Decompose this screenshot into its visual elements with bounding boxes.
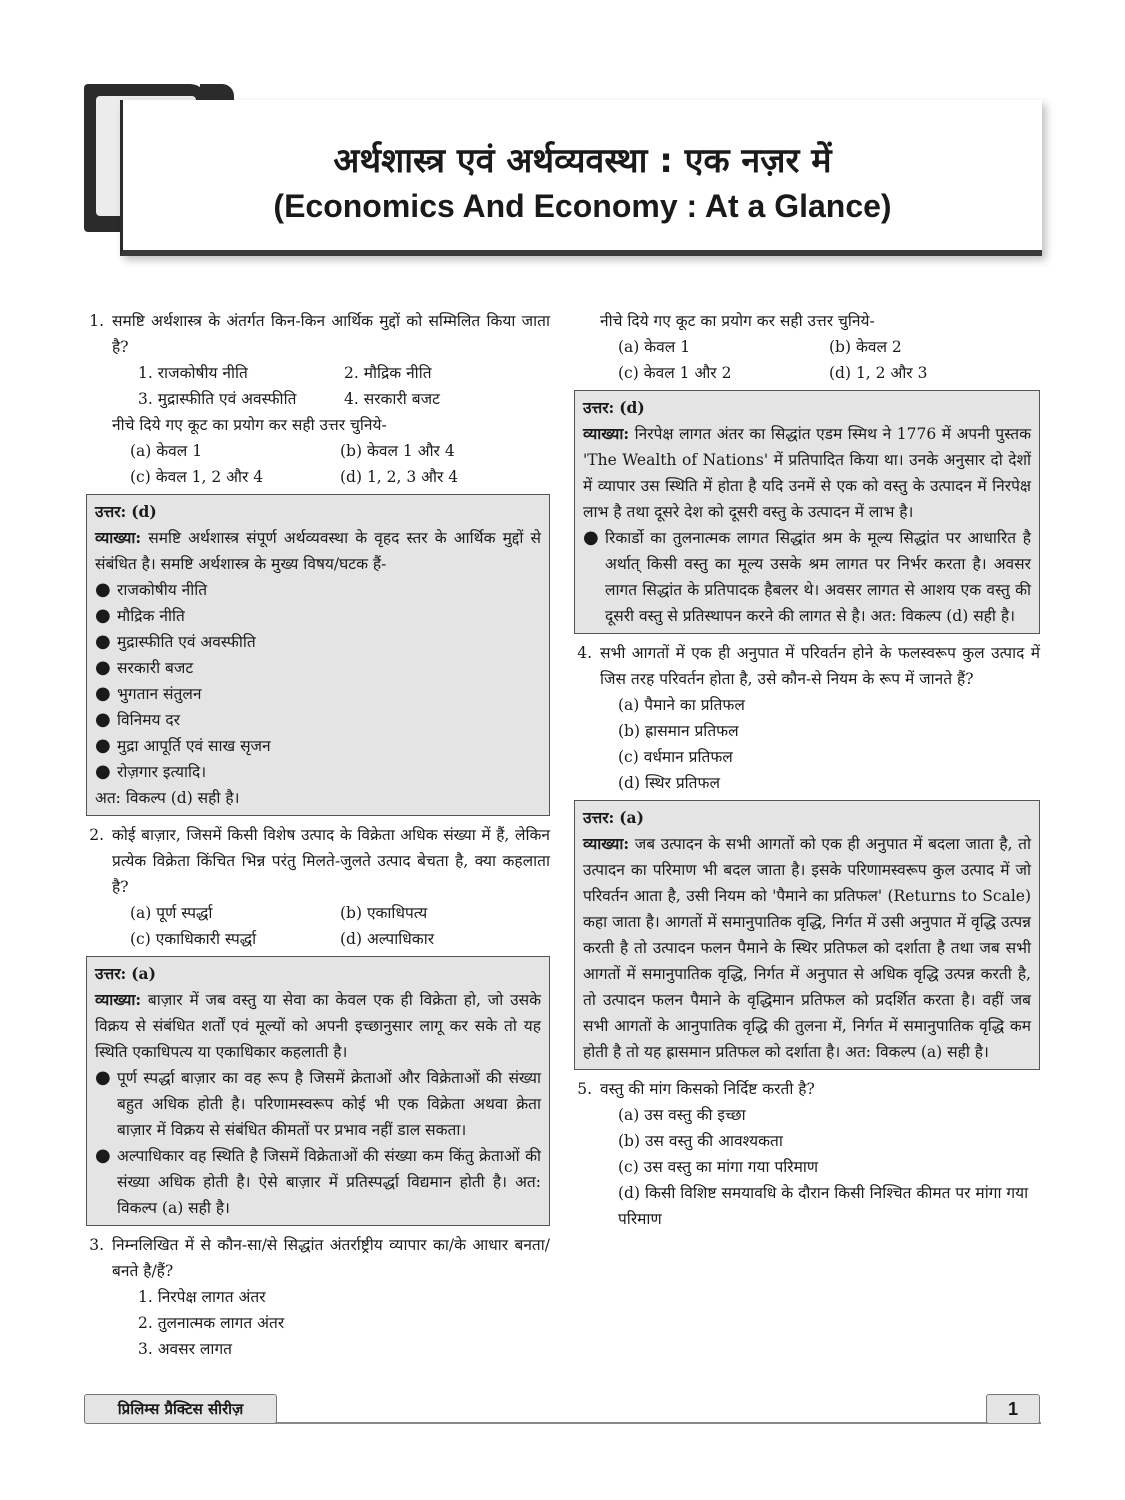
bullet-icon: ●: [95, 1145, 111, 1166]
answer-label: उत्तर:: [583, 808, 615, 827]
answer-box: [86, 956, 550, 1226]
question-number: 1.: [89, 312, 104, 330]
bullet-icon: ●: [95, 683, 111, 704]
option: (b) एकाधिपत्य: [340, 904, 428, 922]
option: (b) केवल 2: [829, 338, 902, 356]
option-list: [574, 1102, 1040, 1232]
option-list: [574, 692, 1040, 796]
chapter-title-english: (Economics And Economy : At a Glance): [273, 188, 892, 224]
statement: 2. तुलनात्मक लागत अंतर: [138, 1314, 285, 1332]
left-column: [86, 308, 550, 1362]
bullet-icon: ●: [95, 735, 111, 756]
option: (b) ह्रासमान प्रतिफल: [618, 722, 739, 740]
bullet-item: ● मुद्रास्फीति एवं अवस्फीति: [95, 629, 541, 655]
option: (a) केवल 1: [130, 442, 203, 460]
conclusion-text: अत: विकल्प (d) सही है।: [95, 789, 240, 807]
option: (d) किसी विशिष्ट समयावधि के दौरान किसी निश्चित कीमत पर मांगा गया परिमाण: [618, 1184, 1029, 1228]
option: (b) केवल 1 और 4: [340, 442, 455, 460]
option: (c) वर्धमान प्रतिफल: [618, 748, 733, 766]
explanation-text: जब उत्पादन के सभी आगतों को एक ही अनुपात में बदला जाता है, तो उत्पादन का परिमाण भी बदल जाता है। इसके परिणामस्वरूप कुल उत्पाद में जो परिवर्तन आता है, उसी नियम को 'पैमाने का प्रतिफल' (Returns to Scale) कहा जाता है। आगतों में समानुपातिक वृद्धि, निर्गत में उसी अनुपात में वृद्धि उत्पन्न करती है तो उत्पादन फलन पैमाने के स्थिर प्रतिफल को दर्शाता है तथा जब सभी आगतों में समानुपातिक वृद्धि, निर्गत में अनुपात से अधिक वृद्धि उत्पन्न करती है, तो उत्पादन फलन पैमाने के वृद्धिमान प्रतिफल को प्रदर्शित करता है। वहीं जब सभी आगतों के आनुपातिक वृद्धि की तुलना में, निर्गत में समानुपातिक वृद्धि कम होती है तो यह ह्रासमान प्रतिफल को दर्शाता है। अत: विकल्प (a) सही है।: [583, 835, 1031, 1061]
bullet-item: ● राजकोषीय नीति: [95, 577, 541, 603]
explanation-text: समष्टि अर्थशास्त्र संपूर्ण अर्थव्यवस्था के वृहद स्तर के आर्थिक मुद्दों से संबंधित है। समष्टि अर्थशास्त्र के मुख्य विषय/घटक हैं-: [95, 529, 541, 573]
chapter-title-box: [120, 100, 1042, 256]
bullet-icon: ●: [95, 709, 111, 730]
option: (a) उस वस्तु की इच्छा: [618, 1106, 746, 1124]
option: (a) पैमाने का प्रतिफल: [618, 696, 745, 714]
explanation-label: व्याख्या:: [583, 424, 630, 443]
answer-value: (d): [619, 398, 645, 417]
option-list: [86, 900, 550, 952]
question-4: [574, 640, 1040, 692]
explanation-label: व्याख्या:: [95, 528, 142, 547]
option-list: [86, 438, 550, 490]
question-number: 3.: [89, 1236, 104, 1254]
question-text: सभी आगतों में एक ही अनुपात में परिवर्तन होने के फलस्वरूप कुल उत्पाद में जिस तरह परिवर्तन होता है, उसे कौन-से नियम के रूप में जानते हैं?: [600, 644, 1040, 688]
option: (c) एकाधिकारी स्पर्द्धा: [130, 930, 257, 948]
answer-box: [86, 494, 550, 816]
explanation-label: व्याख्या:: [583, 834, 630, 853]
statement-list: [86, 360, 550, 412]
answer-label: उत्तर:: [95, 502, 127, 521]
question-number: 2.: [89, 826, 104, 844]
right-column: [574, 308, 1040, 1232]
bullet-item: ● अल्पाधिकार वह स्थिति है जिसमें विक्रेताओं की संख्या कम किंतु क्रेताओं की संख्या अधिक होती है। ऐसे बाज़ार में प्रतिस्पर्द्धा विद्यमान होती है। अत: विकल्प (a) सही है।: [95, 1143, 541, 1221]
instruction: नीचे दिये गए कूट का प्रयोग कर सही उत्तर चुनिये-: [112, 416, 387, 434]
bullet-icon: ●: [583, 527, 599, 548]
statement: 4. सरकारी बजट: [344, 390, 440, 408]
option: (d) 1, 2 और 3: [829, 364, 928, 382]
option: (d) 1, 2, 3 और 4: [340, 468, 459, 486]
answer-box: [574, 390, 1040, 634]
question-text: वस्तु की मांग किसको निर्दिष्ट करती है?: [600, 1080, 815, 1098]
question-1: [86, 308, 550, 360]
bullet-icon: ●: [95, 1067, 111, 1088]
question-2: [86, 822, 550, 900]
bullet-item: ● मुद्रा आपूर्ति एवं साख सृजन: [95, 733, 541, 759]
bullet-icon: ●: [95, 579, 111, 600]
option: (c) केवल 1, 2 और 4: [130, 468, 264, 486]
bullet-item: ● पूर्ण स्पर्द्धा बाज़ार का वह रूप है जिसमें क्रेताओं और विक्रेताओं की संख्या बहुत अधिक होती है। परिणामस्वरूप कोई भी एक विक्रेता अथवा क्रेता बाज़ार में विक्रय से संबंधित कीमतों पर प्रभाव नहीं डाल सकता।: [95, 1065, 541, 1143]
question-text: निम्नलिखित में से कौन-सा/से सिद्धांत अंतर्राष्ट्रीय व्यापार का/के आधार बनता/बनते है/हैं?: [112, 1236, 550, 1280]
instruction: नीचे दिये गए कूट का प्रयोग कर सही उत्तर चुनिये-: [600, 312, 875, 330]
option: (c) उस वस्तु का मांगा गया परिमाण: [618, 1158, 819, 1176]
statement: 3. मुद्रास्फीति एवं अवस्फीति: [138, 390, 297, 408]
explanation-text: निरपेक्ष लागत अंतर का सिद्धांत एडम स्मिथ ने 1776 में अपनी पुस्तक 'The Wealth of Nations' में प्रतिपादित किया था। उनके अनुसार दो देशों में व्यापार उस स्थिति में होता है यदि उनमें से एक को वस्तु के उत्पादन में निरपेक्ष लाभ है तथा दूसरे देश को दूसरी वस्तु के उत्पादन में लाभ है।: [583, 425, 1031, 521]
question-3: [86, 1232, 550, 1284]
question-number: 4.: [577, 644, 592, 662]
statement: 2. मौद्रिक नीति: [344, 364, 432, 382]
statement: 3. अवसर लागत: [138, 1340, 233, 1358]
option: (c) केवल 1 और 2: [618, 364, 732, 382]
bullet-item: ● रोज़गार इत्यादि।: [95, 759, 541, 785]
bullet-item: ● सरकारी बजट: [95, 655, 541, 681]
bullet-icon: ●: [95, 761, 111, 782]
question-number: 5.: [577, 1080, 592, 1098]
answer-box: [574, 800, 1040, 1070]
answer-label: उत्तर:: [583, 398, 615, 417]
bullet-item: ● मौद्रिक नीति: [95, 603, 541, 629]
bullet-item: ● विनिमय दर: [95, 707, 541, 733]
option: (d) अल्पाधिकार: [340, 930, 435, 948]
chapter-title-hindi: अर्थशास्त्र एवं अर्थव्यवस्था : एक नज़र में: [333, 141, 832, 181]
question-5: [574, 1076, 1040, 1102]
page-number: 1: [986, 1394, 1040, 1424]
option: (b) उस वस्तु की आवश्यकता: [618, 1132, 783, 1150]
bullet-item: ● भुगतान संतुलन: [95, 681, 541, 707]
answer-value: (a): [619, 808, 644, 827]
answer-value: (a): [131, 964, 156, 983]
option: (d) स्थिर प्रतिफल: [618, 774, 720, 792]
answer-value: (d): [131, 502, 157, 521]
bullet-icon: ●: [95, 631, 111, 652]
series-label: प्रिलिम्स प्रैक्टिस सीरीज़: [84, 1394, 277, 1424]
question-text: समष्टि अर्थशास्त्र के अंतर्गत किन-किन आर्थिक मुद्दों को सम्मिलित किया जाता है?: [112, 312, 550, 356]
option: (a) पूर्ण स्पर्द्धा: [130, 904, 213, 922]
bullet-icon: ●: [95, 605, 111, 626]
option-list: [574, 334, 1040, 386]
statement: 1. निरपेक्ष लागत अंतर: [138, 1288, 266, 1306]
option: (a) केवल 1: [618, 338, 691, 356]
question-text: कोई बाज़ार, जिसमें किसी विशेष उत्पाद के विक्रेता अधिक संख्या में हैं, लेकिन प्रत्येक विक्रेता किंचित भिन्न परंतु मिलते-जुलते उत्पाद बेचता है, क्या कहलाता है?: [112, 826, 550, 896]
bullet-item: ● रिकार्डो का तुलनात्मक लागत सिद्धांत श्रम के मूल्य सिद्धांत पर आधारित है अर्थात् किसी वस्तु का मूल्य उसके श्रम लागत पर निर्भर करता है। अवसर लागत सिद्धांत के प्रतिपादक हैबलर थे। अवसर लागत से आशय एक वस्तु की दूसरी वस्तु से प्रतिस्थापन करने की लागत से है। अत: विकल्प (d) सही है।: [583, 525, 1031, 629]
bullet-icon: ●: [95, 657, 111, 678]
answer-label: उत्तर:: [95, 964, 127, 983]
explanation-text: बाज़ार में जब वस्तु या सेवा का केवल एक ही विक्रेता हो, जो उसके विक्रय से संबंधित शर्तों एवं मूल्यों को अपनी इच्छानुसार लागू कर सके तो यह स्थिति एकाधिपत्य या एकाधिकार कहलाती है।: [95, 991, 541, 1061]
statement: 1. राजकोषीय नीति: [138, 364, 248, 382]
explanation-label: व्याख्या:: [95, 990, 142, 1009]
